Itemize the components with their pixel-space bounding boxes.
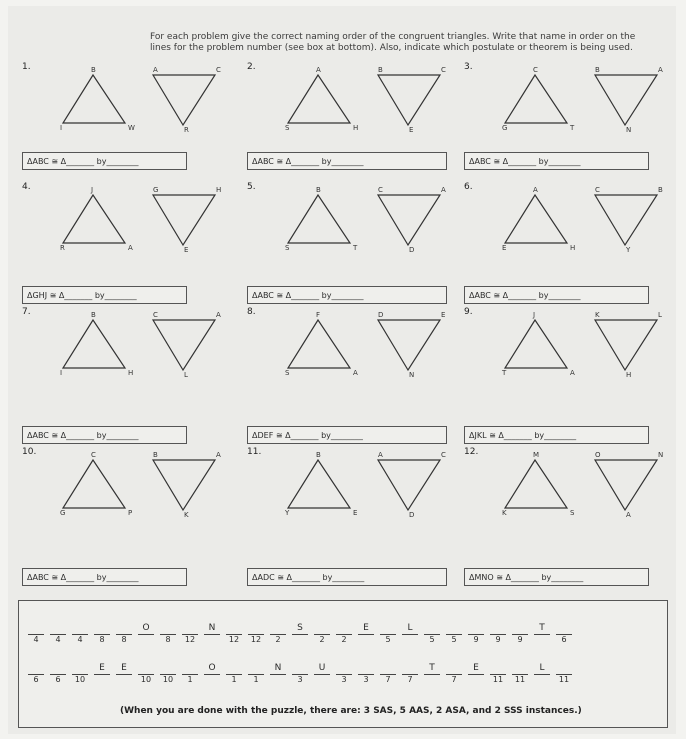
- puzzle-slot[interactable]: [267, 623, 289, 647]
- triangle-right: [595, 320, 657, 370]
- triangle-right: [595, 460, 657, 510]
- vertex-label: E: [184, 246, 189, 254]
- answer-line[interactable]: ΔABC ≅ Δ_______ by________: [247, 286, 447, 304]
- slot-problem-number: 1: [187, 675, 193, 684]
- vertex-label: F: [316, 311, 321, 319]
- vertex-label: A: [216, 311, 221, 319]
- slot-problem-number: 11: [492, 675, 504, 684]
- triangle-left: [505, 320, 567, 368]
- slot-problem-number: 4: [55, 635, 61, 644]
- triangle-right: [595, 195, 657, 245]
- slot-problem-number: 2: [275, 635, 281, 644]
- puzzle-slot[interactable]: [47, 663, 69, 687]
- vertex-label: G: [60, 509, 66, 517]
- vertex-label: B: [658, 186, 663, 194]
- puzzle-slot[interactable]: [47, 623, 69, 647]
- vertex-label: H: [626, 371, 632, 379]
- puzzle-slot[interactable]: [311, 663, 333, 687]
- triangle-pair-figure: [283, 66, 483, 150]
- vertex-label: N: [409, 371, 415, 379]
- slot-letter: E: [473, 663, 479, 673]
- problem-number: 1.: [22, 62, 31, 72]
- vertex-label: B: [91, 311, 96, 319]
- answer-line[interactable]: ΔABC ≅ Δ_______ by________: [22, 152, 187, 170]
- puzzle-slot[interactable]: [289, 663, 311, 687]
- puzzle-slot[interactable]: [421, 663, 443, 687]
- slot-letter: E: [363, 623, 369, 633]
- puzzle-slot[interactable]: [333, 623, 355, 647]
- puzzle-slot[interactable]: [465, 623, 487, 647]
- slot-letter: L: [539, 663, 545, 673]
- vertex-label: H: [353, 124, 359, 132]
- vertex-label: I: [60, 369, 63, 377]
- slot-letter: [443, 623, 465, 634]
- puzzle-slot[interactable]: [509, 623, 531, 647]
- puzzle-row-1: [25, 623, 575, 647]
- vertex-label: H: [216, 186, 222, 194]
- triangle-right: [378, 75, 440, 125]
- vertex-label: S: [285, 244, 290, 252]
- triangle-right: [153, 320, 215, 370]
- slot-letter: [113, 623, 135, 634]
- triangle-left: [63, 460, 125, 508]
- vertex-label: A: [570, 369, 575, 377]
- slot-letter: [311, 623, 333, 634]
- slot-letter: T: [539, 623, 545, 633]
- slot-letter: [333, 663, 355, 674]
- puzzle-slot[interactable]: [69, 623, 91, 647]
- puzzle-slot[interactable]: [201, 663, 223, 687]
- vertex-label: K: [184, 511, 189, 519]
- problem-number: 11.: [247, 447, 262, 457]
- slot-letter: O: [142, 623, 150, 633]
- slot-problem-number: 2: [341, 635, 347, 644]
- slot-letter: [25, 663, 47, 674]
- puzzle-slot[interactable]: [443, 663, 465, 687]
- slot-letter: U: [318, 663, 326, 673]
- problem-number: 4.: [22, 182, 31, 192]
- slot-letter: [245, 623, 267, 634]
- vertex-label: H: [570, 244, 576, 252]
- slot-problem-number: 7: [451, 675, 457, 684]
- problem-number: 8.: [247, 307, 256, 317]
- slot-letter: S: [297, 623, 303, 633]
- slot-letter: [47, 663, 69, 674]
- answer-line[interactable]: ΔADC ≅ Δ_______ by________: [247, 568, 447, 586]
- vertex-label: A: [378, 451, 383, 459]
- problem-number: 6.: [464, 182, 473, 192]
- slot-problem-number: 3: [297, 675, 303, 684]
- slot-problem-number: 8: [121, 635, 127, 644]
- slot-problem-number: 12: [184, 635, 196, 644]
- answer-line[interactable]: ΔDEF ≅ Δ_______ by________: [247, 426, 447, 444]
- vertex-label: B: [595, 66, 600, 74]
- problem-number: 3.: [464, 62, 473, 72]
- puzzle-slot[interactable]: [157, 623, 179, 647]
- slot-problem-number: 1: [231, 675, 237, 684]
- triangle-pair-figure: [58, 311, 258, 395]
- puzzle-slot[interactable]: [245, 623, 267, 647]
- slot-letter: [157, 623, 179, 634]
- vertex-label: D: [409, 246, 415, 254]
- puzzle-footer: (When you are done with the puzzle, there are: 3 SAS, 5 AAS, 2 ASA, and 2 SSS instances.): [120, 706, 582, 716]
- slot-problem-number: 3: [363, 675, 369, 684]
- puzzle-slot[interactable]: [179, 663, 201, 687]
- answer-line[interactable]: ΔABC ≅ Δ_______ by________: [464, 152, 649, 170]
- answer-line[interactable]: ΔJKL ≅ Δ_______ by________: [464, 426, 649, 444]
- slot-problem-number: 7: [385, 675, 391, 684]
- puzzle-slot[interactable]: [509, 663, 531, 687]
- triangle-left: [505, 460, 567, 508]
- slot-letter: [355, 663, 377, 674]
- slot-letter: [487, 623, 509, 634]
- slot-letter: [509, 623, 531, 634]
- slot-letter: [223, 623, 245, 634]
- vertex-label: G: [153, 186, 159, 194]
- vertex-label: A: [216, 451, 221, 459]
- slot-problem-number: 4: [77, 635, 83, 644]
- puzzle-slot[interactable]: [25, 623, 47, 647]
- slot-letter: [443, 663, 465, 674]
- slot-letter: [399, 663, 421, 674]
- slot-letter: [47, 623, 69, 634]
- slot-letter: L: [407, 623, 413, 633]
- triangle-pair-figure: [500, 311, 686, 395]
- vertex-label: C: [378, 186, 383, 194]
- puzzle-slot[interactable]: [267, 663, 289, 687]
- slot-problem-number: 5: [429, 635, 435, 644]
- answer-line[interactable]: ΔABC ≅ Δ_______ by________: [22, 426, 187, 444]
- vertex-label: A: [441, 186, 446, 194]
- puzzle-slot[interactable]: [377, 623, 399, 647]
- vertex-label: D: [378, 311, 384, 319]
- triangle-pair-figure: [58, 66, 258, 150]
- puzzle-slot[interactable]: [157, 663, 179, 687]
- vertex-label: C: [441, 66, 446, 74]
- vertex-label: L: [658, 311, 662, 319]
- slot-problem-number: 8: [165, 635, 171, 644]
- slot-letter: [157, 663, 179, 674]
- triangle-left: [505, 195, 567, 243]
- slot-letter: E: [99, 663, 105, 673]
- slot-problem-number: 2: [319, 635, 325, 644]
- answer-line[interactable]: ΔABC ≅ Δ_______ by________: [464, 286, 649, 304]
- problem-number: 12.: [464, 447, 479, 457]
- vertex-label: E: [441, 311, 446, 319]
- vertex-label: K: [595, 311, 600, 319]
- vertex-label: B: [378, 66, 383, 74]
- slot-problem-number: 10: [140, 675, 152, 684]
- puzzle-slot[interactable]: [443, 623, 465, 647]
- vertex-label: J: [533, 311, 536, 319]
- puzzle-slot[interactable]: [91, 663, 113, 687]
- problem-number: 2.: [247, 62, 256, 72]
- puzzle-slot[interactable]: [69, 663, 91, 687]
- vertex-label: A: [153, 66, 158, 74]
- vertex-label: A: [658, 66, 663, 74]
- slot-letter: N: [208, 623, 216, 633]
- vertex-label: R: [60, 244, 65, 252]
- slot-problem-number: 12: [250, 635, 262, 644]
- puzzle-slot[interactable]: [531, 623, 553, 647]
- slot-problem-number: 5: [451, 635, 457, 644]
- slot-letter: O: [208, 663, 216, 673]
- puzzle-slot[interactable]: [311, 623, 333, 647]
- vertex-label: N: [658, 451, 664, 459]
- answer-line[interactable]: ΔABC ≅ Δ_______ by________: [22, 568, 187, 586]
- slot-problem-number: 9: [473, 635, 479, 644]
- slot-problem-number: 11: [514, 675, 526, 684]
- slot-problem-number: 1: [253, 675, 259, 684]
- puzzle-slot[interactable]: [399, 663, 421, 687]
- answer-line[interactable]: ΔABC ≅ Δ_______ by________: [247, 152, 447, 170]
- puzzle-slot[interactable]: [201, 623, 223, 647]
- triangle-right: [153, 195, 215, 245]
- slot-letter: [289, 663, 311, 674]
- vertex-label: A: [353, 369, 358, 377]
- puzzle-slot[interactable]: [135, 623, 157, 647]
- puzzle-slot[interactable]: [223, 623, 245, 647]
- vertex-label: A: [533, 186, 538, 194]
- vertex-label: S: [285, 369, 290, 377]
- slot-letter: [377, 623, 399, 634]
- puzzle-slot[interactable]: [113, 663, 135, 687]
- vertex-label: C: [153, 311, 158, 319]
- triangle-pair-figure: [500, 451, 686, 535]
- triangle-pair-figure: [58, 186, 258, 270]
- puzzle-slot[interactable]: [25, 663, 47, 687]
- vertex-label: W: [128, 124, 135, 132]
- triangle-pair-figure: [500, 66, 686, 150]
- vertex-label: T: [353, 244, 358, 252]
- slot-problem-number: 5: [385, 635, 391, 644]
- slot-letter: [553, 623, 575, 634]
- problem-number: 9.: [464, 307, 473, 317]
- slot-letter: [69, 663, 91, 674]
- vertex-label: A: [316, 66, 321, 74]
- triangle-right: [378, 460, 440, 510]
- triangle-pair-figure: [283, 186, 483, 270]
- puzzle-slot[interactable]: [245, 663, 267, 687]
- vertex-label: A: [128, 244, 133, 252]
- triangle-left: [288, 195, 350, 243]
- vertex-label: P: [128, 509, 133, 517]
- slot-problem-number: 3: [341, 675, 347, 684]
- vertex-label: L: [184, 371, 188, 379]
- vertex-label: T: [502, 369, 507, 377]
- slot-problem-number: 9: [495, 635, 501, 644]
- vertex-label: D: [409, 511, 415, 519]
- slot-letter: [179, 663, 201, 674]
- triangle-right: [378, 195, 440, 245]
- vertex-label: J: [91, 186, 94, 194]
- vertex-label: C: [216, 66, 221, 74]
- vertex-label: G: [502, 124, 508, 132]
- puzzle-slot[interactable]: [421, 623, 443, 647]
- vertex-label: C: [533, 66, 538, 74]
- slot-letter: [377, 663, 399, 674]
- slot-letter: [267, 623, 289, 634]
- slot-problem-number: 7: [407, 675, 413, 684]
- slot-letter: [25, 623, 47, 634]
- slot-problem-number: 4: [33, 635, 39, 644]
- vertex-label: K: [502, 509, 507, 517]
- slot-problem-number: 12: [228, 635, 240, 644]
- problem-number: 10.: [22, 447, 37, 457]
- puzzle-slot[interactable]: [399, 623, 421, 647]
- vertex-label: Y: [626, 246, 631, 254]
- answer-line[interactable]: ΔMNO ≅ Δ_______ by________: [464, 568, 649, 586]
- triangle-left: [63, 320, 125, 368]
- puzzle-slot[interactable]: [289, 623, 311, 647]
- vertex-label: C: [441, 451, 446, 459]
- vertex-label: B: [316, 451, 321, 459]
- triangle-left: [505, 75, 567, 123]
- puzzle-slot[interactable]: [487, 623, 509, 647]
- slot-letter: [421, 623, 443, 634]
- triangle-right: [378, 320, 440, 370]
- puzzle-slot[interactable]: [553, 663, 575, 687]
- puzzle-slot[interactable]: [355, 623, 377, 647]
- puzzle-slot[interactable]: [377, 663, 399, 687]
- slot-problem-number: 10: [74, 675, 86, 684]
- puzzle-slot[interactable]: [553, 623, 575, 647]
- puzzle-slot[interactable]: [179, 623, 201, 647]
- instructions: For each problem give the correct naming order of the congruent triangles. Write that name in order on the lines for the problem number (see box at bottom). Also, indicate which postulate or theorem is being used.: [150, 32, 636, 53]
- vertex-label: N: [626, 126, 632, 134]
- vertex-label: A: [626, 511, 631, 519]
- slot-letter: [69, 623, 91, 634]
- vertex-label: E: [409, 126, 414, 134]
- triangle-left: [288, 320, 350, 368]
- vertex-label: B: [316, 186, 321, 194]
- triangle-right: [153, 75, 215, 125]
- slot-problem-number: 6: [561, 635, 567, 644]
- slot-letter: E: [121, 663, 127, 673]
- triangle-left: [63, 75, 125, 123]
- puzzle-slot[interactable]: [487, 663, 509, 687]
- slot-letter: [135, 663, 157, 674]
- puzzle-row-2: [25, 663, 575, 687]
- vertex-label: Y: [285, 509, 290, 517]
- triangle-pair-figure: [500, 186, 686, 270]
- triangle-left: [288, 75, 350, 123]
- slot-problem-number: 8: [99, 635, 105, 644]
- triangle-right: [153, 460, 215, 510]
- vertex-label: C: [595, 186, 600, 194]
- vertex-label: R: [184, 126, 189, 134]
- vertex-label: I: [60, 124, 63, 132]
- slot-letter: [465, 623, 487, 634]
- puzzle-slot[interactable]: [355, 663, 377, 687]
- vertex-label: C: [91, 451, 96, 459]
- slot-letter: [509, 663, 531, 674]
- slot-letter: N: [274, 663, 282, 673]
- slot-letter: [179, 623, 201, 634]
- puzzle-slot[interactable]: [465, 663, 487, 687]
- slot-problem-number: 6: [33, 675, 39, 684]
- problem-number: 7.: [22, 307, 31, 317]
- triangle-pair-figure: [58, 451, 258, 535]
- slot-letter: [245, 663, 267, 674]
- triangle-right: [595, 75, 657, 125]
- vertex-label: S: [285, 124, 290, 132]
- vertex-label: H: [128, 369, 134, 377]
- puzzle-slot[interactable]: [113, 623, 135, 647]
- slot-letter: [553, 663, 575, 674]
- slot-problem-number: 10: [162, 675, 174, 684]
- puzzle-slot[interactable]: [135, 663, 157, 687]
- puzzle-slot[interactable]: [91, 623, 113, 647]
- triangle-left: [63, 195, 125, 243]
- slot-letter: [91, 623, 113, 634]
- puzzle-slot[interactable]: [333, 663, 355, 687]
- vertex-label: E: [502, 244, 507, 252]
- vertex-label: T: [570, 124, 575, 132]
- slot-letter: [487, 663, 509, 674]
- slot-letter: [333, 623, 355, 634]
- puzzle-slot[interactable]: [223, 663, 245, 687]
- slot-problem-number: 6: [55, 675, 61, 684]
- slot-letter: T: [429, 663, 435, 673]
- slot-letter: [223, 663, 245, 674]
- triangle-pair-figure: [283, 311, 483, 395]
- triangle-left: [288, 460, 350, 508]
- vertex-label: B: [91, 66, 96, 74]
- problem-number: 5.: [247, 182, 256, 192]
- vertex-label: M: [533, 451, 540, 459]
- vertex-label: S: [570, 509, 575, 517]
- puzzle-slot[interactable]: [531, 663, 553, 687]
- vertex-label: B: [153, 451, 158, 459]
- vertex-label: E: [353, 509, 358, 517]
- answer-line[interactable]: ΔGHJ ≅ Δ_______ by________: [22, 286, 187, 304]
- slot-problem-number: 9: [517, 635, 523, 644]
- vertex-label: O: [595, 451, 601, 459]
- slot-problem-number: 11: [558, 675, 570, 684]
